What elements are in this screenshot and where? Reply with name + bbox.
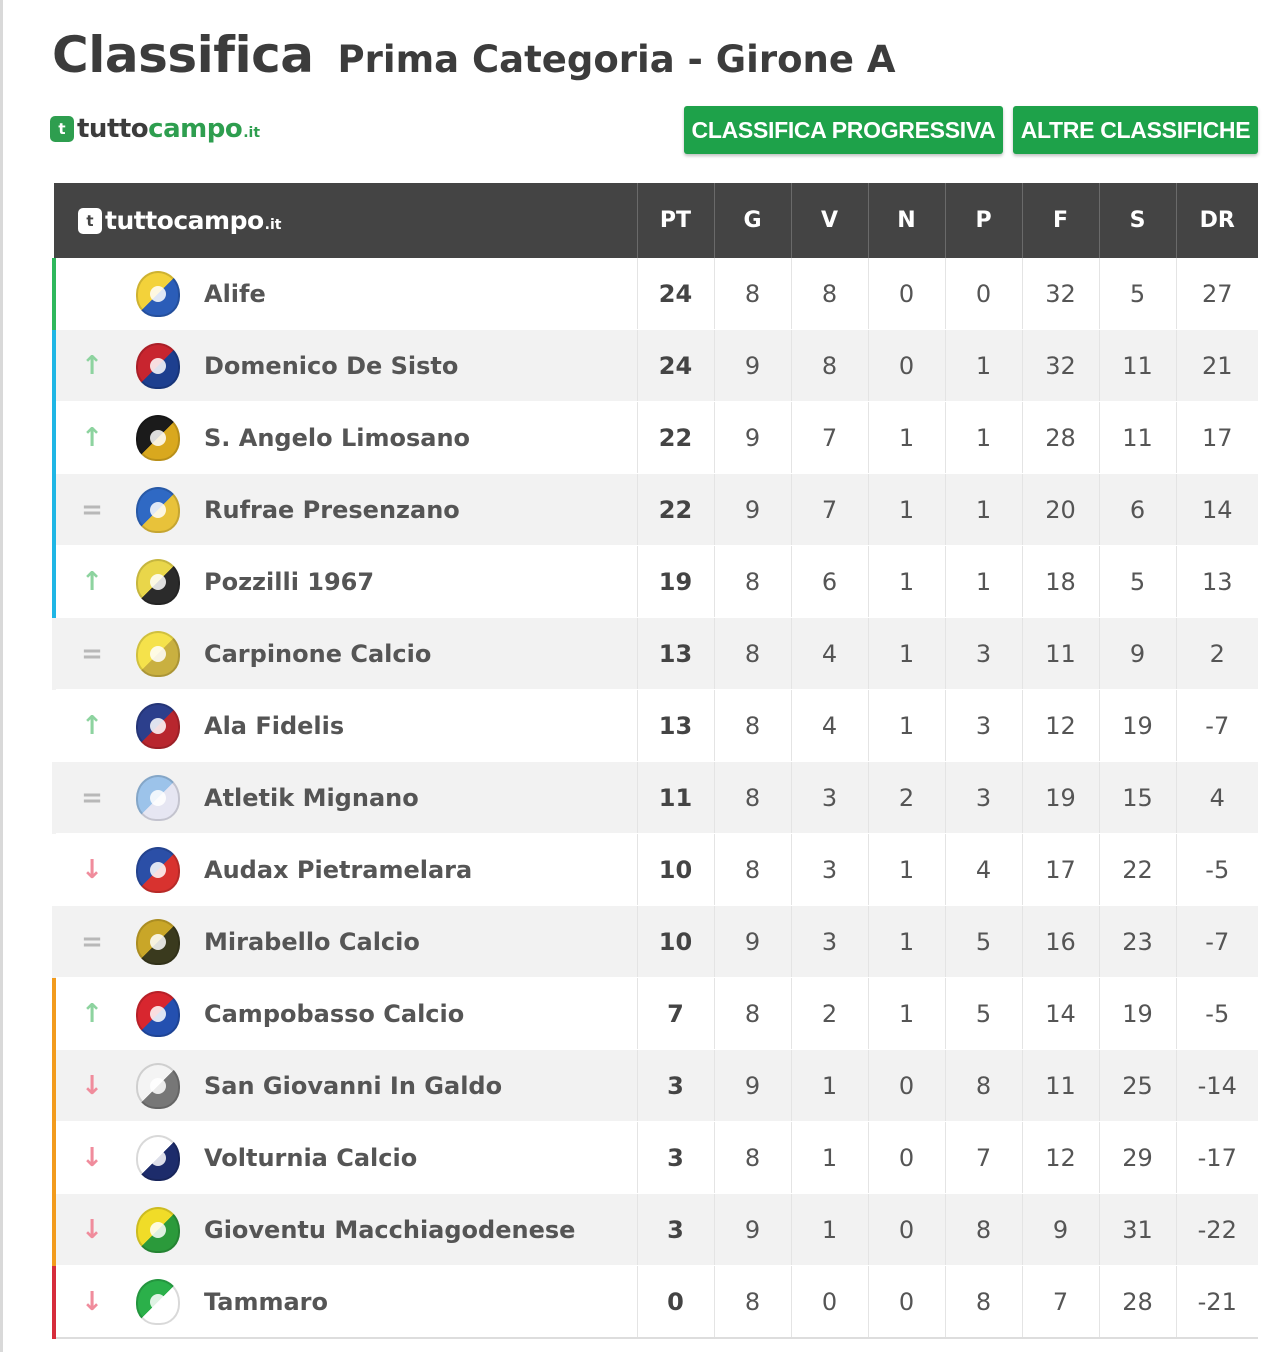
column-header-v[interactable]: V — [791, 183, 868, 258]
tuttocampo-logo[interactable] — [50, 112, 260, 146]
stat-g: 9 — [714, 1050, 791, 1122]
stat-g: 9 — [714, 1194, 791, 1266]
stat-pt: 13 — [637, 618, 714, 690]
stat-p: 1 — [945, 474, 1022, 546]
stat-pt: 24 — [637, 330, 714, 402]
stat-v: 3 — [791, 762, 868, 834]
stat-pt: 10 — [637, 834, 714, 906]
column-header-pt[interactable]: PT — [637, 183, 714, 258]
column-header-p[interactable]: P — [945, 183, 1022, 258]
stat-s: 11 — [1099, 402, 1176, 474]
stat-v: 1 — [791, 1194, 868, 1266]
stat-g: 8 — [714, 618, 791, 690]
title-classifica: Classifica — [52, 26, 314, 84]
stat-f: 28 — [1022, 402, 1099, 474]
team-cell[interactable] — [54, 474, 637, 546]
stat-g: 9 — [714, 474, 791, 546]
stat-pt: 22 — [637, 474, 714, 546]
stat-n: 1 — [868, 474, 945, 546]
team-cell[interactable] — [54, 546, 637, 618]
stat-v: 7 — [791, 402, 868, 474]
stat-f: 32 — [1022, 330, 1099, 402]
column-header-f[interactable]: F — [1022, 183, 1099, 258]
table-row[interactable] — [54, 258, 1258, 330]
stat-f: 19 — [1022, 762, 1099, 834]
column-header-n[interactable]: N — [868, 183, 945, 258]
stat-pt: 22 — [637, 402, 714, 474]
team-crest-icon — [136, 631, 180, 677]
stat-pt: 24 — [637, 258, 714, 330]
team-crest-icon — [136, 1207, 180, 1253]
stat-p: 8 — [945, 1194, 1022, 1266]
stat-f: 12 — [1022, 690, 1099, 762]
stat-pt: 11 — [637, 762, 714, 834]
team-cell[interactable] — [54, 690, 637, 762]
team-name[interactable]: Mirabello Calcio — [204, 927, 420, 956]
tuttocampo-header-icon: t — [78, 208, 102, 234]
stat-n: 0 — [868, 330, 945, 402]
team-crest-icon — [136, 343, 180, 389]
trend-up-icon: ↑ — [81, 350, 103, 381]
table-row[interactable] — [54, 402, 1258, 474]
team-cell[interactable] — [54, 834, 637, 906]
team-crest-icon — [136, 1135, 180, 1181]
trend-up-icon: ↑ — [81, 566, 103, 597]
stat-g: 8 — [714, 546, 791, 618]
stat-v: 2 — [791, 978, 868, 1050]
stat-g: 8 — [714, 258, 791, 330]
standings-table — [52, 183, 1258, 1339]
stat-f: 11 — [1022, 618, 1099, 690]
stat-n: 1 — [868, 906, 945, 978]
trend-down-icon: ↓ — [81, 1142, 103, 1173]
table-row[interactable] — [54, 474, 1258, 546]
stat-f: 12 — [1022, 1122, 1099, 1194]
stat-dr: -14 — [1176, 1050, 1258, 1122]
team-cell[interactable] — [54, 618, 637, 690]
stat-p: 1 — [945, 330, 1022, 402]
header-brand-part2: campo — [173, 206, 264, 235]
stat-f: 32 — [1022, 258, 1099, 330]
stat-p: 5 — [945, 906, 1022, 978]
table-header-row — [54, 183, 1258, 258]
stat-pt: 13 — [637, 690, 714, 762]
table-row[interactable] — [54, 546, 1258, 618]
team-cell[interactable] — [54, 1266, 637, 1339]
stat-dr: -7 — [1176, 906, 1258, 978]
stat-dr: 27 — [1176, 258, 1258, 330]
stat-v: 3 — [791, 906, 868, 978]
team-cell[interactable] — [54, 1050, 637, 1122]
team-name[interactable]: Ala Fidelis — [204, 711, 345, 740]
team-name[interactable]: Domenico De Sisto — [204, 351, 459, 380]
team-name[interactable]: S. Angelo Limosano — [204, 423, 471, 452]
team-name[interactable]: Atletik Mignano — [204, 783, 419, 812]
team-cell[interactable] — [54, 330, 637, 402]
table-row[interactable] — [54, 978, 1258, 1050]
trend-down-icon: ↓ — [81, 854, 103, 885]
table-row[interactable] — [54, 690, 1258, 762]
team-cell[interactable] — [54, 978, 637, 1050]
team-name[interactable]: Campobasso Calcio — [204, 999, 465, 1028]
stat-n: 1 — [868, 690, 945, 762]
stat-pt: 7 — [637, 978, 714, 1050]
team-crest-icon — [136, 919, 180, 965]
stat-s: 28 — [1099, 1266, 1176, 1339]
stat-p: 7 — [945, 1122, 1022, 1194]
stat-s: 23 — [1099, 906, 1176, 978]
stat-s: 11 — [1099, 330, 1176, 402]
team-name[interactable]: San Giovanni In Galdo — [204, 1071, 503, 1100]
team-crest-icon — [136, 1279, 180, 1325]
stat-v: 3 — [791, 834, 868, 906]
stat-f: 14 — [1022, 978, 1099, 1050]
team-cell[interactable] — [54, 906, 637, 978]
team-cell[interactable] — [54, 762, 637, 834]
stat-pt: 3 — [637, 1122, 714, 1194]
stat-s: 25 — [1099, 1050, 1176, 1122]
stat-s: 31 — [1099, 1194, 1176, 1266]
stat-s: 19 — [1099, 978, 1176, 1050]
stat-p: 8 — [945, 1050, 1022, 1122]
stat-p: 0 — [945, 258, 1022, 330]
stat-f: 18 — [1022, 546, 1099, 618]
team-crest-icon — [136, 1063, 180, 1109]
stat-f: 17 — [1022, 834, 1099, 906]
stat-p: 3 — [945, 762, 1022, 834]
stat-n: 1 — [868, 978, 945, 1050]
stat-v: 8 — [791, 258, 868, 330]
stat-g: 8 — [714, 1122, 791, 1194]
stat-dr: 4 — [1176, 762, 1258, 834]
stat-s: 5 — [1099, 258, 1176, 330]
table-header-brand — [54, 183, 637, 258]
stat-dr: 17 — [1176, 402, 1258, 474]
stat-g: 9 — [714, 402, 791, 474]
stat-dr: -17 — [1176, 1122, 1258, 1194]
table-row[interactable] — [54, 1050, 1258, 1122]
stat-n: 1 — [868, 834, 945, 906]
stat-dr: -7 — [1176, 690, 1258, 762]
team-crest-icon — [136, 847, 180, 893]
stat-dr: -22 — [1176, 1194, 1258, 1266]
stat-p: 1 — [945, 546, 1022, 618]
classifica-progressiva-button[interactable]: CLASSIFICA PROGRESSIVA — [684, 106, 1003, 154]
stat-n: 0 — [868, 1050, 945, 1122]
header-brand-suffix: .it — [264, 216, 282, 233]
team-cell[interactable] — [54, 258, 637, 330]
team-name[interactable]: Volturnia Calcio — [204, 1143, 418, 1172]
trend-up-icon: ↑ — [81, 422, 103, 453]
trend-equal-icon: = — [81, 782, 103, 813]
stat-n: 2 — [868, 762, 945, 834]
table-row[interactable] — [54, 618, 1258, 690]
stat-pt: 19 — [637, 546, 714, 618]
team-crest-icon — [136, 991, 180, 1037]
table-row[interactable] — [54, 1266, 1258, 1339]
team-crest-icon — [136, 775, 180, 821]
stat-dr: 2 — [1176, 618, 1258, 690]
stat-p: 1 — [945, 402, 1022, 474]
stat-f: 11 — [1022, 1050, 1099, 1122]
stat-g: 8 — [714, 762, 791, 834]
brand-part1: tutto — [77, 114, 149, 144]
stat-g: 9 — [714, 330, 791, 402]
team-crest-icon — [136, 559, 180, 605]
stat-f: 9 — [1022, 1194, 1099, 1266]
stat-dr: 21 — [1176, 330, 1258, 402]
trend-equal-icon: = — [81, 494, 103, 525]
team-cell[interactable] — [54, 402, 637, 474]
page-left-border — [0, 0, 3, 1352]
team-crest-icon — [136, 703, 180, 749]
stat-n: 1 — [868, 618, 945, 690]
team-name[interactable]: Tammaro — [204, 1287, 329, 1316]
stat-dr: 14 — [1176, 474, 1258, 546]
stat-v: 7 — [791, 474, 868, 546]
stat-g: 8 — [714, 1266, 791, 1339]
stat-g: 8 — [714, 690, 791, 762]
stat-f: 16 — [1022, 906, 1099, 978]
stat-v: 4 — [791, 618, 868, 690]
stat-dr: -5 — [1176, 978, 1258, 1050]
stat-s: 29 — [1099, 1122, 1176, 1194]
trend-equal-icon: = — [81, 926, 103, 957]
column-header-s[interactable]: S — [1099, 183, 1176, 258]
stat-p: 8 — [945, 1266, 1022, 1339]
trend-up-icon: ↑ — [81, 998, 103, 1029]
stat-dr: -21 — [1176, 1266, 1258, 1339]
standings-body — [54, 258, 1258, 1338]
stat-p: 4 — [945, 834, 1022, 906]
table-row[interactable] — [54, 906, 1258, 978]
table-row[interactable] — [54, 1194, 1258, 1266]
page-title — [52, 26, 895, 86]
stat-p: 3 — [945, 618, 1022, 690]
altre-classifiche-button[interactable]: ALTRE CLASSIFICHE — [1013, 106, 1258, 154]
stat-p: 5 — [945, 978, 1022, 1050]
table-row[interactable] — [54, 762, 1258, 834]
team-crest-icon — [136, 487, 180, 533]
table-row[interactable] — [54, 834, 1258, 906]
stat-v: 1 — [791, 1050, 868, 1122]
column-header-dr[interactable]: DR — [1176, 183, 1258, 258]
stat-dr: -5 — [1176, 834, 1258, 906]
stat-f: 20 — [1022, 474, 1099, 546]
team-name[interactable]: Carpinone Calcio — [204, 639, 432, 668]
stat-n: 1 — [868, 402, 945, 474]
stat-g: 8 — [714, 834, 791, 906]
stat-v: 0 — [791, 1266, 868, 1339]
stat-pt: 10 — [637, 906, 714, 978]
trend-down-icon: ↓ — [81, 1214, 103, 1245]
stat-n: 0 — [868, 258, 945, 330]
column-header-g[interactable]: G — [714, 183, 791, 258]
stat-v: 6 — [791, 546, 868, 618]
team-name[interactable]: Audax Pietramelara — [204, 855, 473, 884]
stat-s: 9 — [1099, 618, 1176, 690]
stat-f: 7 — [1022, 1266, 1099, 1339]
brand-part2: campo — [148, 114, 243, 144]
title-league: Prima Categoria - Girone A — [337, 38, 896, 81]
tuttocampo-logo-icon: t — [50, 116, 74, 142]
stat-s: 19 — [1099, 690, 1176, 762]
stat-p: 3 — [945, 690, 1022, 762]
stat-s: 22 — [1099, 834, 1176, 906]
stat-dr: 13 — [1176, 546, 1258, 618]
brand-suffix: .it — [243, 125, 261, 141]
stat-s: 5 — [1099, 546, 1176, 618]
team-crest-icon — [136, 271, 180, 317]
stat-n: 0 — [868, 1266, 945, 1339]
stat-g: 9 — [714, 906, 791, 978]
stat-n: 0 — [868, 1194, 945, 1266]
team-name[interactable]: Gioventu Macchiagodenese — [204, 1215, 576, 1244]
team-crest-icon — [136, 415, 180, 461]
table-row[interactable] — [54, 1122, 1258, 1194]
stat-v: 8 — [791, 330, 868, 402]
stat-v: 1 — [791, 1122, 868, 1194]
team-name[interactable]: Alife — [204, 279, 266, 308]
trend-equal-icon: = — [81, 638, 103, 669]
stat-pt: 3 — [637, 1050, 714, 1122]
header-brand-part1: tutto — [105, 206, 174, 235]
stat-n: 1 — [868, 546, 945, 618]
stat-g: 8 — [714, 978, 791, 1050]
stat-pt: 3 — [637, 1194, 714, 1266]
team-cell[interactable] — [54, 1122, 637, 1194]
stat-n: 0 — [868, 1122, 945, 1194]
team-name[interactable]: Pozzilli 1967 — [204, 567, 375, 596]
trend-up-icon: ↑ — [81, 710, 103, 741]
stat-v: 4 — [791, 690, 868, 762]
table-row[interactable] — [54, 330, 1258, 402]
trend-down-icon: ↓ — [81, 1286, 103, 1317]
team-name[interactable]: Rufrae Presenzano — [204, 495, 460, 524]
stat-pt: 0 — [637, 1266, 714, 1339]
team-cell[interactable] — [54, 1194, 637, 1266]
trend-none-icon — [78, 279, 106, 309]
stat-s: 6 — [1099, 474, 1176, 546]
stat-s: 15 — [1099, 762, 1176, 834]
trend-down-icon: ↓ — [81, 1070, 103, 1101]
